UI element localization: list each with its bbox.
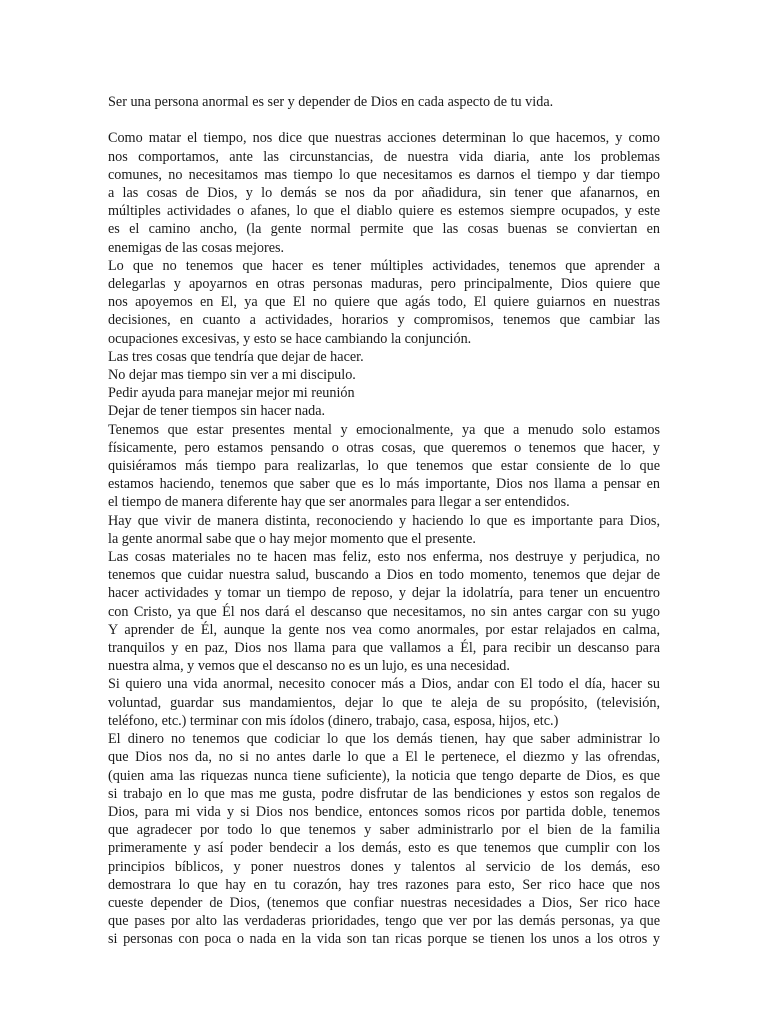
text-line: Dios, para mi vida y si Dios nos bendice, entonces somos ricos por partida doble, tenemos: [108, 803, 660, 820]
text-line: demostrara lo que hay en tu corazón, hay tres razones para esto, Ser rico hace que nos: [108, 876, 660, 893]
document-title: Ser una persona anormal es ser y depender de Dios en cada aspecto de tu vida.: [108, 94, 554, 110]
text-line: cueste depender de Dios, (tenemos que confiar nuestras necesidades a Dios, Ser rico hace: [108, 894, 660, 911]
text-line: múltiples actividades o afanes, lo que el diablo quiere es estemos siempre ocupados, y este: [108, 203, 660, 220]
text-line: Lo que no tenemos que hacer es tener múltiples actividades, tenemos que aprender a: [108, 257, 660, 274]
text-line: que pases por alto las verdaderas prioridades, tengo que ver por las demás personas, ya que: [108, 913, 660, 930]
text-line: con Cristo, ya que Él nos dará el descanso que necesitamos, no sin antes cargar con su yugo: [108, 603, 660, 620]
document-page: [108, 93, 660, 949]
text-line: principios bíblicos, y poner nuestros dones y talentos al servicio de los demás, eso: [108, 858, 660, 875]
text-line: ocupaciones excesivas, y esto se hace cambiando la conjunción.: [108, 330, 472, 347]
text-line: nos comportamos, ante las circunstancias, de nuestra vida diaria, ante los problemas: [108, 148, 660, 165]
text-line: Las tres cosas que tendría que dejar de hacer.: [108, 348, 364, 365]
text-line: delegarlas y apoyarnos en otras personas maduras, pero principalmente, Dios quiere que: [108, 276, 660, 293]
text-line: hacer actividades y tomar un tiempo de reposo, y dejar la idolatría, para tener un encuentro: [108, 585, 660, 602]
text-line: Pedir ayuda para manejar mejor mi reunión: [108, 385, 355, 402]
text-line: la gente anormal sabe que o hay mejor momento que el presente.: [108, 530, 476, 547]
text-line: nuestra alma, y vemos que el descanso no es un lujo, es una necesidad.: [108, 658, 510, 675]
text-line: (quien ama las riquezas nunca tiene suficiente), la noticia que tengo departe de Dios, es que: [108, 767, 660, 784]
text-line: físicamente, pero estamos pensando o otras cosas, que queremos o tenemos que hacer, y: [108, 439, 660, 456]
text-line: Hay que vivir de manera distinta, reconociendo y haciendo lo que es importante para Dios,: [108, 512, 660, 529]
text-line: si trabajo en lo que mas me gusta, podre disfrutar de las bendiciones y estos son regalos de: [108, 785, 660, 802]
text-line: nos apoyemos en El, ya que El no quiere que agás todo, El quiere guiarnos en nuestras: [108, 294, 660, 311]
text-line: Las cosas materiales no te hacen mas feliz, esto nos enferma, nos destruye y perjudica, no: [108, 549, 660, 566]
text-line: decisiones, en cuanto a actividades, horarios y compromisos, tenemos que cambiar las: [108, 312, 660, 329]
text-line: tranquilos y en paz, Dios nos llama para que vallamos a Él, para recibir un descanso para: [108, 640, 660, 657]
text-line: el tiempo de manera diferente hay que ser anormales para llegar a ser entendidos.: [108, 494, 570, 511]
text-line: Dejar de tener tiempos sin hacer nada.: [108, 403, 326, 420]
document-body: [108, 129, 660, 948]
text-line: El dinero no tenemos que codiciar lo que los demás tienen, hay que saber administrar lo: [108, 731, 660, 748]
text-line: teléfono, etc.) terminar con mis ídolos (dinero, trabajo, casa, esposa, hijos, etc.): [108, 712, 559, 729]
text-line: es el camino ancho, (la gente normal permite que las cosas buenas se conviertan en: [108, 221, 660, 238]
text-line: No dejar mas tiempo sin ver a mi discipulo.: [108, 367, 356, 384]
text-line: Tenemos que estar presentes mental y emocionalmente, ya que a menudo solo estamos: [108, 421, 660, 438]
text-line: estamos haciendo, tenemos que saber que es lo más importante, Dios nos llama a pensar en: [108, 476, 660, 493]
text-line: enemigas de las cosas mejores.: [108, 239, 285, 256]
text-line: tenemos que cuidar nuestra salud, buscando a Dios en todo momento, tenemos que dejar de: [108, 567, 660, 584]
text-line: voluntad, guardar sus mandamientos, dejar lo que te aleja de su propósito, (televisión,: [108, 694, 660, 711]
text-line: comunes, no necesitamos mas tiempo lo que necesitamos es darnos el tiempo y dar tiempo: [108, 166, 660, 183]
text-line: quisiéramos más tiempo para realizarlas, lo que tenemos que estar consiente de lo que: [108, 458, 660, 475]
text-line: a las cosas de Dios, y lo demás se nos da por añadidura, sin tener que afanarnos, en: [108, 185, 660, 201]
text-line: que agradecer por todo lo que tenemos y saber administrarlo por el bien de la familia: [108, 822, 660, 839]
text-line: Y aprender de Él, aunque la gente nos vea como anormales, por estar relajados en calma,: [108, 621, 660, 638]
paragraph-gap: [108, 111, 660, 129]
text-line: si personas con poca o nada en la vida son tan ricas porque se tienen los unos a los otros y: [108, 931, 660, 948]
text-line: Como matar el tiempo, nos dice que nuestras acciones determinan lo que hacemos, y como: [108, 130, 660, 147]
text-line: que Dios nos da, no si no antes darle lo que a El le pertenece, el diezmo y las ofrendas,: [108, 749, 660, 766]
text-line: Si quiero una vida anormal, necesito conocer más a Dios, andar con El todo el día, hacer su: [108, 676, 660, 693]
text-line: primeramente y así poder bendecir a los demás, esto es que tenemos que cumplir con los: [108, 840, 660, 857]
